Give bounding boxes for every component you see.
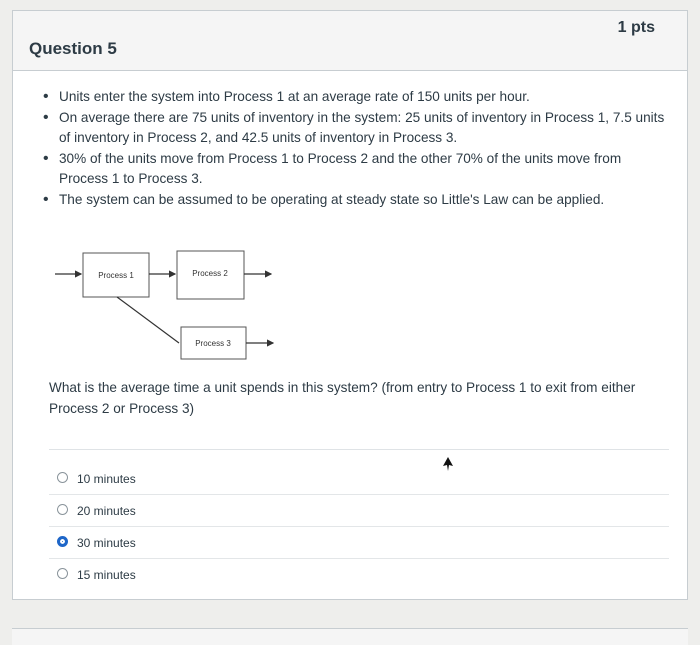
- next-question-edge: [12, 628, 688, 645]
- question-header: [13, 11, 687, 71]
- question-points: 1 pts: [617, 19, 655, 36]
- process-2-label: Process 2: [192, 269, 228, 278]
- divider: [49, 449, 669, 450]
- bullet-item: • 30% of the units move from Process 1 to Process 2 and the other 70% of the units move from Process 1 to Process 3.: [41, 149, 671, 190]
- process-flow-diagram: [53, 231, 313, 361]
- question-card: [12, 10, 688, 600]
- radio-button[interactable]: [57, 472, 68, 483]
- answer-label: 30 minutes: [77, 536, 136, 550]
- process-1-label: Process 1: [98, 271, 134, 280]
- answer-option[interactable]: [49, 495, 669, 527]
- radio-button[interactable]: [57, 568, 68, 579]
- question-title: Question 5: [29, 39, 117, 58]
- bullet-item: • On average there are 75 units of inventory in the system: 25 units of inventory in Process 1, 7.5 units of inventory in Process 2, and 42.5 units of inventory in Process 3.: [41, 108, 671, 149]
- answer-option[interactable]: [49, 463, 669, 495]
- answer-label: 15 minutes: [77, 568, 136, 582]
- answer-label: 20 minutes: [77, 504, 136, 518]
- bullet-item: • The system can be assumed to be operating at steady state so Little's Law can be applied.: [41, 190, 671, 211]
- answer-label: 10 minutes: [77, 472, 136, 486]
- process-3-label: Process 3: [195, 339, 231, 348]
- radio-button-selected[interactable]: [57, 536, 68, 547]
- question-prompt: What is the average time a unit spends in this system? (from entry to Process 1 to exit from either Process 2 or Process 3): [49, 380, 636, 416]
- answer-option-selected[interactable]: [49, 527, 669, 559]
- bullet-item: • Units enter the system into Process 1 at an average rate of 150 units per hour.: [41, 87, 671, 108]
- mouse-cursor-icon: [443, 457, 455, 471]
- radio-button[interactable]: [57, 504, 68, 515]
- p1-to-p3-line: [117, 297, 179, 343]
- answer-option[interactable]: [49, 559, 669, 591]
- question-bullets: [41, 87, 671, 210]
